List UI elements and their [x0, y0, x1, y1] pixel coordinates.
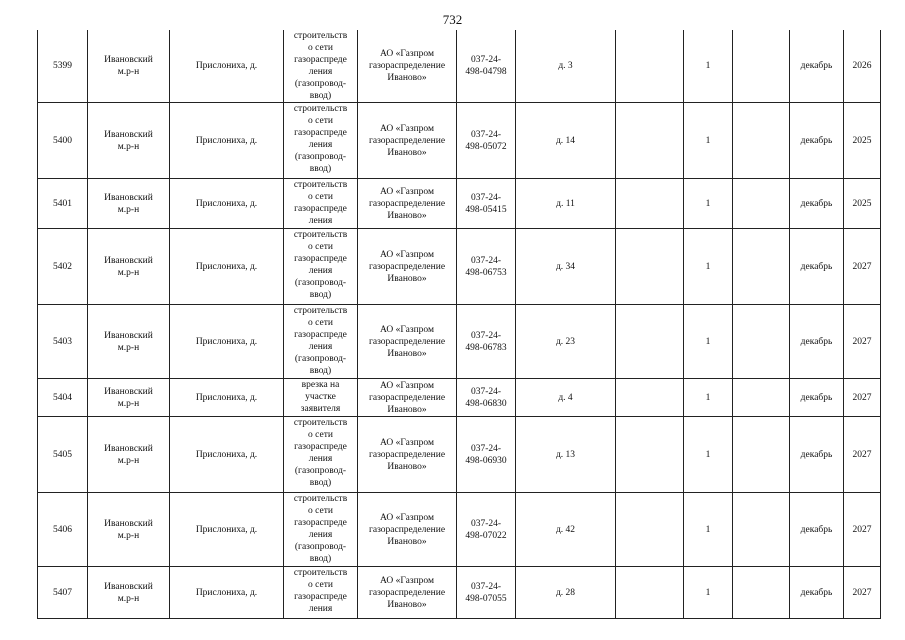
district-cell: Ивановский м.р-н [88, 379, 170, 417]
empty-cell [733, 103, 790, 179]
work-type-cell: строительств о сети газораспреде ления (газопровод- ввод) [284, 103, 358, 179]
table-row [38, 305, 881, 379]
year-cell: 2027 [844, 493, 881, 567]
house-cell: д. 28 [516, 567, 616, 619]
row-number-cell: 5404 [38, 379, 88, 417]
year-cell: 2027 [844, 567, 881, 619]
row-number-cell: 5405 [38, 417, 88, 493]
district-cell: Ивановский м.р-н [88, 567, 170, 619]
year-cell: 2027 [844, 379, 881, 417]
empty-cell [616, 179, 684, 229]
empty-cell [733, 493, 790, 567]
quantity-cell: 1 [684, 103, 733, 179]
row-number-cell: 5401 [38, 179, 88, 229]
month-cell: декабрь [790, 179, 844, 229]
row-number-cell: 5406 [38, 493, 88, 567]
empty-cell [733, 379, 790, 417]
locality-cell: Прислониха, д. [170, 417, 284, 493]
organization-cell: АО «Газпром газораспределение Иваново» [358, 379, 457, 417]
organization-cell: АО «Газпром газораспределение Иваново» [358, 567, 457, 619]
month-cell: декабрь [790, 103, 844, 179]
month-cell: декабрь [790, 229, 844, 305]
locality-cell: Прислониха, д. [170, 30, 284, 103]
organization-cell: АО «Газпром газораспределение Иваново» [358, 493, 457, 567]
year-cell: 2027 [844, 305, 881, 379]
district-cell: Ивановский м.р-н [88, 493, 170, 567]
table-row [38, 379, 881, 417]
table-row [38, 229, 881, 305]
house-cell: д. 23 [516, 305, 616, 379]
application-code-cell: 037-24- 498-06783 [457, 305, 516, 379]
year-cell: 2027 [844, 417, 881, 493]
district-cell: Ивановский м.р-н [88, 30, 170, 103]
work-type-cell: строительств о сети газораспреде ления (газопровод- ввод) [284, 30, 358, 103]
month-cell: декабрь [790, 305, 844, 379]
empty-cell [733, 30, 790, 103]
empty-cell [733, 567, 790, 619]
work-type-cell: строительств о сети газораспреде ления (газопровод- ввод) [284, 417, 358, 493]
locality-cell: Прислониха, д. [170, 179, 284, 229]
empty-cell [616, 30, 684, 103]
district-cell: Ивановский м.р-н [88, 417, 170, 493]
quantity-cell: 1 [684, 379, 733, 417]
application-code-cell: 037-24- 498-05072 [457, 103, 516, 179]
row-number-cell: 5402 [38, 229, 88, 305]
row-number-cell: 5400 [38, 103, 88, 179]
district-cell: Ивановский м.р-н [88, 229, 170, 305]
month-cell: декабрь [790, 567, 844, 619]
application-code-cell: 037-24- 498-05415 [457, 179, 516, 229]
registry-body [38, 30, 881, 619]
house-cell: д. 14 [516, 103, 616, 179]
row-number-cell: 5403 [38, 305, 88, 379]
application-code-cell: 037-24- 498-06830 [457, 379, 516, 417]
house-cell: д. 3 [516, 30, 616, 103]
month-cell: декабрь [790, 30, 844, 103]
row-number-cell: 5399 [38, 30, 88, 103]
organization-cell: АО «Газпром газораспределение Иваново» [358, 305, 457, 379]
empty-cell [616, 379, 684, 417]
locality-cell: Прислониха, д. [170, 305, 284, 379]
house-cell: д. 34 [516, 229, 616, 305]
quantity-cell: 1 [684, 493, 733, 567]
work-type-cell: строительств о сети газораспреде ления [284, 179, 358, 229]
locality-cell: Прислониха, д. [170, 493, 284, 567]
work-type-cell: строительств о сети газораспреде ления (газопровод- ввод) [284, 493, 358, 567]
year-cell: 2025 [844, 179, 881, 229]
month-cell: декабрь [790, 379, 844, 417]
application-code-cell: 037-24- 498-06930 [457, 417, 516, 493]
empty-cell [616, 417, 684, 493]
district-cell: Ивановский м.р-н [88, 103, 170, 179]
application-code-cell: 037-24- 498-06753 [457, 229, 516, 305]
year-cell: 2026 [844, 30, 881, 103]
empty-cell [616, 305, 684, 379]
house-cell: д. 11 [516, 179, 616, 229]
district-cell: Ивановский м.р-н [88, 179, 170, 229]
registry-table [37, 30, 881, 619]
organization-cell: АО «Газпром газораспределение Иваново» [358, 417, 457, 493]
table-row [38, 103, 881, 179]
work-type-cell: врезка на участке заявителя [284, 379, 358, 417]
year-cell: 2025 [844, 103, 881, 179]
locality-cell: Прислониха, д. [170, 567, 284, 619]
district-cell: Ивановский м.р-н [88, 305, 170, 379]
locality-cell: Прислониха, д. [170, 103, 284, 179]
empty-cell [616, 493, 684, 567]
empty-cell [733, 305, 790, 379]
page-number: 732 [442, 12, 463, 27]
organization-cell: АО «Газпром газораспределение Иваново» [358, 229, 457, 305]
quantity-cell: 1 [684, 30, 733, 103]
locality-cell: Прислониха, д. [170, 379, 284, 417]
quantity-cell: 1 [684, 567, 733, 619]
table-row [38, 179, 881, 229]
application-code-cell: 037-24- 498-07055 [457, 567, 516, 619]
quantity-cell: 1 [684, 229, 733, 305]
work-type-cell: строительств о сети газораспреде ления [284, 567, 358, 619]
application-code-cell: 037-24- 498-07022 [457, 493, 516, 567]
empty-cell [616, 567, 684, 619]
application-code-cell: 037-24- 498-04798 [457, 30, 516, 103]
month-cell: декабрь [790, 417, 844, 493]
work-type-cell: строительств о сети газораспреде ления (газопровод- ввод) [284, 229, 358, 305]
year-cell: 2027 [844, 229, 881, 305]
quantity-cell: 1 [684, 179, 733, 229]
house-cell: д. 13 [516, 417, 616, 493]
empty-cell [616, 103, 684, 179]
organization-cell: АО «Газпром газораспределение Иваново» [358, 179, 457, 229]
house-cell: д. 42 [516, 493, 616, 567]
locality-cell: Прислониха, д. [170, 229, 284, 305]
empty-cell [733, 229, 790, 305]
empty-cell [616, 229, 684, 305]
organization-cell: АО «Газпром газораспределение Иваново» [358, 103, 457, 179]
table-row [38, 567, 881, 619]
house-cell: д. 4 [516, 379, 616, 417]
month-cell: декабрь [790, 493, 844, 567]
quantity-cell: 1 [684, 417, 733, 493]
row-number-cell: 5407 [38, 567, 88, 619]
empty-cell [733, 179, 790, 229]
table-row [38, 417, 881, 493]
organization-cell: АО «Газпром газораспределение Иваново» [358, 30, 457, 103]
work-type-cell: строительств о сети газораспреде ления (газопровод- ввод) [284, 305, 358, 379]
empty-cell [733, 417, 790, 493]
table-row [38, 493, 881, 567]
table-row [38, 30, 881, 103]
quantity-cell: 1 [684, 305, 733, 379]
